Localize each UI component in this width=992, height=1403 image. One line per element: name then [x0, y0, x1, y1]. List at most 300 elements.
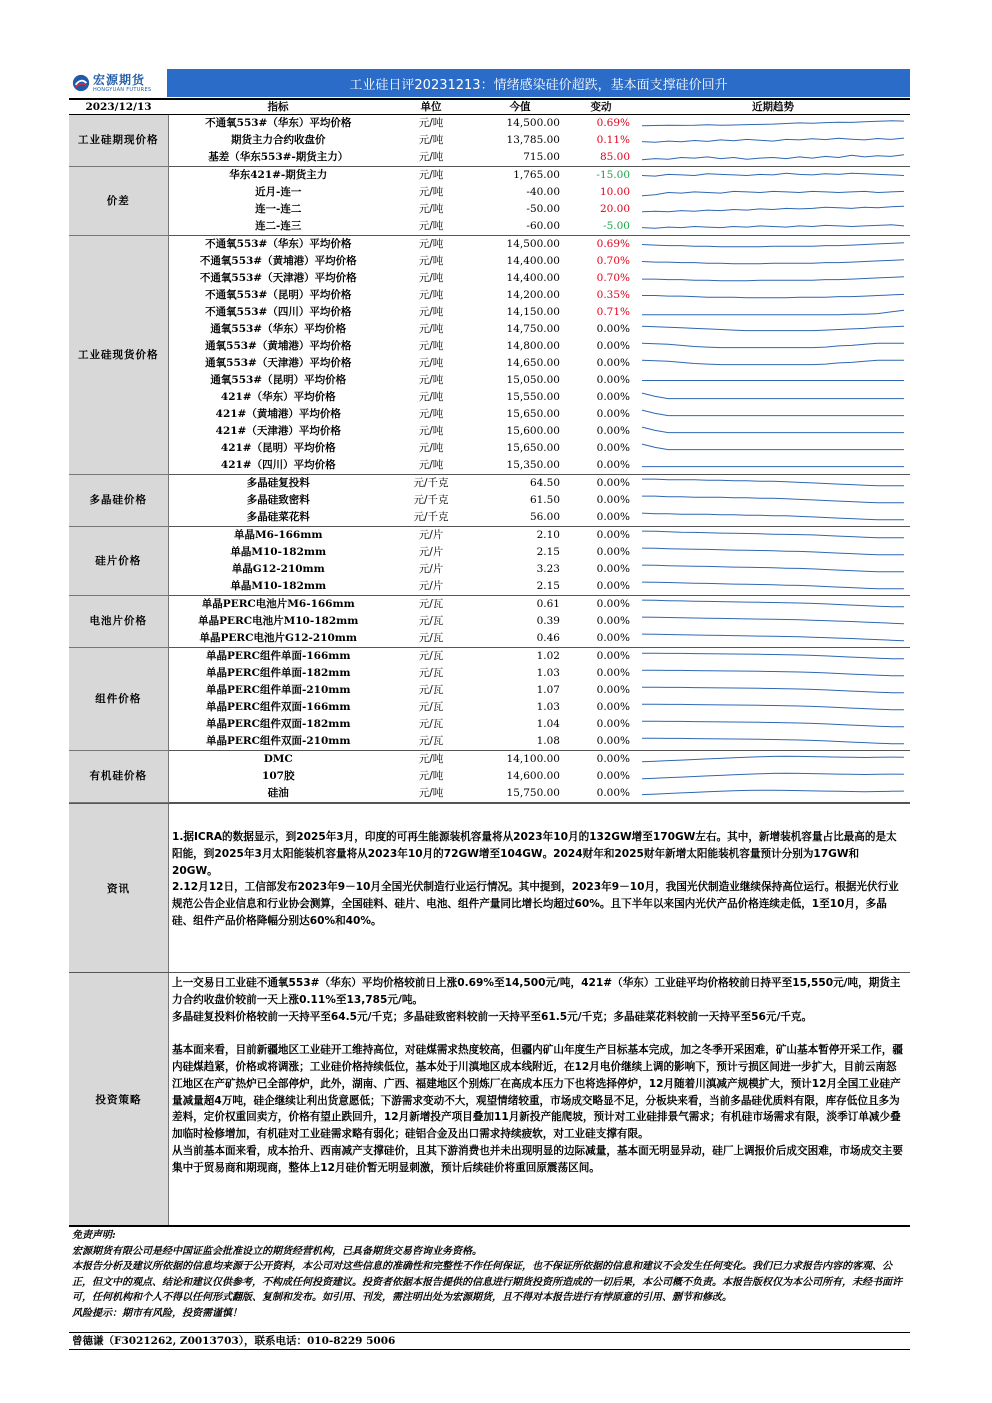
indicator-cell: 421#（黄埔港）平均价格 — [215, 408, 341, 420]
indicator-cell: 多晶硅菜花料 — [168, 509, 388, 527]
sparkline-series — [642, 617, 904, 624]
change-cell: 0.00% — [596, 529, 630, 541]
strategy-paragraph: 基本面来看，目前新疆地区工业硅开工维持高位，对硅煤需求热度较高，但疆内矿山年度生产目标基本完成，加之冬季开采困难，矿山基本暂停开采工作，疆内硅煤趋紧，价格或将调涨；工业硅价格持续低位，基本处于川滇地区成本线附近，在12月电价继续上调的影响下，预计亏损区间进一步扩大，目前云南怒江地区在产矿热炉已全部停炉，此外，湖南、广西、福建地区个别炼厂在高成本压力下也将选择停炉，12月随着川滇减产规模扩大，预计12月全国工业硅产量减量超4万吨，硅企继续让利出货意愿低；下游需求变动不大，观望情绪较重，市场成交略显不足，分板块来看，当前多晶硅优质料有限，库存低位且多为差料，定价权重回卖方，价格有望止跌回升，12月新增投产项目叠加11月新投产能爬坡，预计对工业硅排景气需求；有机硅市场需求有限，淡季订单减少叠加临时检修增加，有机硅对工业硅需求略有弱化；硅铝合金及出口需求持续疲软，对工业硅支撑有限。 — [172, 1044, 903, 1141]
change-cell: 0.00% — [566, 630, 636, 648]
trend-sparkline — [638, 424, 908, 439]
table-row — [69, 716, 910, 733]
value-cell: 14,200.00 — [506, 289, 560, 301]
table-row — [69, 665, 910, 682]
table-row — [69, 355, 910, 372]
change-cell: 0.00% — [596, 357, 630, 369]
change-cell: 0.00% — [566, 578, 636, 596]
table-row — [69, 561, 910, 578]
report-sheet — [69, 68, 910, 1350]
trend-sparkline — [638, 752, 908, 767]
value-cell: 1,765.00 — [513, 169, 560, 181]
indicator-cell: 单晶PERC组件单面-166mm — [206, 650, 351, 662]
price-table — [69, 98, 910, 803]
sparkline-series — [642, 155, 904, 160]
value-cell: 64.50 — [529, 477, 560, 489]
change-cell: 0.00% — [596, 598, 630, 610]
change-cell: 0.00% — [596, 684, 630, 696]
trend-sparkline — [638, 597, 908, 612]
change-cell: 0.00% — [596, 442, 630, 454]
header-indicator: 指标 — [168, 99, 388, 115]
indicator-cell: 不通氧553#（昆明）平均价格 — [205, 289, 352, 301]
value-cell: 13,785.00 — [506, 134, 560, 146]
trend-sparkline — [638, 202, 908, 217]
sparkline-series — [642, 721, 904, 727]
unit-cell: 元/吨 — [418, 238, 444, 250]
value-cell: 2.10 — [536, 529, 560, 541]
sparkline-series — [642, 393, 904, 399]
table-header-row — [69, 99, 910, 115]
trend-cell — [636, 253, 910, 270]
indicator-cell: 单晶PERC组件双面-210mm — [168, 733, 388, 751]
unit-cell: 元/瓦 — [418, 650, 444, 662]
table-row — [69, 492, 910, 509]
table-row — [69, 682, 910, 699]
table-row — [69, 630, 910, 648]
indicator-cell: 连一-连二 — [255, 203, 302, 215]
indicator-cell: 不通氧553#（华东）平均价格 — [205, 238, 352, 250]
table-row — [69, 648, 910, 666]
indicator-cell: 单晶G12-210mm — [231, 563, 325, 575]
trend-sparkline — [638, 769, 908, 784]
value-cell: 3.23 — [536, 563, 560, 575]
value-cell: 14,800.00 — [506, 340, 560, 352]
indicator-cell: 单晶PERC组件单面-210mm — [206, 684, 351, 696]
trend-sparkline — [638, 116, 908, 131]
strategy-paragraph: 多晶硅复投料价格较前一天持平至64.5元/千克；多晶硅致密料较前一天持平至61.5元/千克；多晶硅菜花料较前一天持平至56元/千克。 — [172, 1010, 813, 1023]
trend-cell — [636, 389, 910, 406]
change-cell: 85.00 — [566, 149, 636, 167]
value-cell: -50.00 — [526, 203, 560, 215]
table-row — [69, 236, 910, 254]
category-cell: 工业硅期现价格 — [69, 115, 168, 167]
value-cell: 15,650.00 — [506, 442, 560, 454]
unit-cell: 元/吨 — [418, 442, 444, 454]
strategy-spacer — [172, 1025, 904, 1042]
category-cell: 电池片价格 — [69, 596, 168, 648]
indicator-cell: 期货主力合约收盘价 — [231, 134, 326, 146]
change-cell: 0.70% — [596, 255, 630, 267]
unit-cell: 元/瓦 — [388, 630, 474, 648]
unit-cell: 元/片 — [418, 546, 444, 558]
indicator-cell: 通氧553#（天津港）平均价格 — [205, 357, 352, 369]
trend-sparkline — [638, 493, 908, 508]
indicator-cell: 通氧553#（昆明）平均价格 — [210, 374, 347, 386]
table-row — [69, 509, 910, 527]
trend-sparkline — [638, 683, 908, 698]
sparkline-series — [642, 756, 904, 762]
indicator-cell: 单晶M6-166mm — [234, 529, 323, 541]
indicator-cell: 单晶PERC电池片M10-182mm — [198, 615, 359, 627]
header-change: 变动 — [566, 99, 636, 115]
trend-cell — [636, 699, 910, 716]
value-cell: 1.03 — [536, 701, 560, 713]
trend-cell — [636, 372, 910, 389]
value-cell: 14,150.00 — [506, 306, 560, 318]
trend-sparkline — [638, 510, 908, 525]
trend-cell — [636, 630, 910, 648]
change-cell: 0.00% — [596, 374, 630, 386]
unit-cell: 元/瓦 — [418, 667, 444, 679]
value-cell: 14,650.00 — [506, 357, 560, 369]
value-cell: 1.03 — [536, 667, 560, 679]
sparkline-series — [642, 343, 904, 347]
change-cell: 0.00% — [566, 457, 636, 475]
table-row — [69, 475, 910, 493]
value-cell: 15,050.00 — [506, 374, 560, 386]
indicator-cell: 单晶M10-182mm — [230, 546, 327, 558]
trend-sparkline — [638, 458, 908, 473]
logo-english-name: HONGYUAN FUTURES — [93, 86, 152, 93]
sparkline-series — [642, 687, 904, 693]
trend-cell — [636, 287, 910, 304]
value-cell: 0.61 — [536, 598, 560, 610]
table-row — [69, 304, 910, 321]
unit-cell: 元/吨 — [418, 289, 444, 301]
value-cell: 15,350.00 — [474, 457, 566, 475]
sparkline-series — [642, 138, 904, 142]
trend-sparkline — [638, 219, 908, 234]
indicator-cell: 华东421#-期货主力 — [229, 169, 328, 181]
value-cell: 0.46 — [474, 630, 566, 648]
trend-sparkline — [638, 666, 908, 681]
table-row — [69, 184, 910, 201]
value-cell: 14,400.00 — [506, 255, 560, 267]
change-cell: 0.00% — [596, 494, 630, 506]
trend-sparkline — [638, 649, 908, 664]
sparkline-series — [642, 294, 904, 297]
value-cell: 15,600.00 — [506, 425, 560, 437]
table-row — [69, 132, 910, 149]
trend-cell — [636, 578, 910, 596]
change-cell: 10.00 — [599, 186, 630, 198]
sparkline-series — [642, 191, 904, 195]
indicator-cell: 421#（天津港）平均价格 — [215, 425, 341, 437]
indicator-cell: 通氧553#（华东）平均价格 — [210, 323, 347, 335]
trend-sparkline — [638, 476, 908, 491]
value-cell: 1.07 — [536, 684, 560, 696]
trend-sparkline — [638, 185, 908, 200]
trend-sparkline — [638, 168, 908, 183]
trend-sparkline — [638, 288, 908, 303]
unit-cell: 元/吨 — [418, 770, 444, 782]
value-cell: 14,400.00 — [506, 272, 560, 284]
value-cell: 2.15 — [474, 578, 566, 596]
unit-cell: 元/千克 — [388, 509, 474, 527]
trend-cell — [636, 184, 910, 201]
logo-icon — [72, 74, 90, 92]
trend-cell — [636, 785, 910, 803]
change-cell: 0.00% — [596, 753, 630, 765]
category-cell: 多晶硅价格 — [69, 475, 168, 527]
change-cell: 0.00% — [596, 563, 630, 575]
indicator-cell: 单晶PERC组件单面-182mm — [206, 667, 351, 679]
trend-cell — [636, 338, 910, 355]
indicator-cell: 多晶硅致密料 — [246, 494, 310, 506]
change-cell: 0.70% — [596, 272, 630, 284]
unit-cell: 元/吨 — [418, 425, 444, 437]
trend-sparkline — [638, 528, 908, 543]
unit-cell: 元/吨 — [418, 357, 444, 369]
change-cell: 0.00% — [596, 477, 630, 489]
trend-sparkline — [638, 339, 908, 354]
indicator-cell: 421#（昆明）平均价格 — [220, 442, 336, 454]
header-date: 2023/12/13 — [69, 99, 168, 115]
value-cell: 14,500.00 — [506, 117, 560, 129]
trend-cell — [636, 768, 910, 785]
sparkline-series — [642, 548, 904, 555]
trend-sparkline — [638, 356, 908, 371]
unit-cell: 元/吨 — [418, 255, 444, 267]
unit-cell: 元/吨 — [418, 169, 444, 181]
trend-sparkline — [638, 631, 908, 646]
table-row — [69, 768, 910, 785]
change-cell: 0.00% — [596, 391, 630, 403]
trend-sparkline — [638, 237, 908, 252]
value-cell: 1.08 — [474, 733, 566, 751]
sparkline-series — [642, 121, 904, 126]
change-cell: 0.00% — [596, 323, 630, 335]
value-cell: 1.04 — [536, 718, 560, 730]
trend-sparkline — [638, 271, 908, 286]
table-row — [69, 167, 910, 185]
sparkline-series — [642, 326, 904, 330]
table-row — [69, 596, 910, 614]
value-cell: 14,500.00 — [506, 238, 560, 250]
value-cell: 56.00 — [474, 509, 566, 527]
disclaimer — [69, 1225, 910, 1333]
trend-sparkline — [638, 700, 908, 715]
trend-cell — [636, 475, 910, 493]
value-cell: 715.00 — [474, 149, 566, 167]
strategy-section — [69, 972, 910, 1225]
sparkline-series — [642, 260, 904, 264]
indicator-cell: 近月-连一 — [255, 186, 302, 198]
sparkline-series — [642, 582, 904, 589]
table-row — [69, 389, 910, 406]
value-cell: 1.02 — [536, 650, 560, 662]
unit-cell: 元/吨 — [418, 203, 444, 215]
value-cell: 14,600.00 — [506, 770, 560, 782]
sparkline-series — [642, 360, 904, 364]
report-banner — [69, 68, 910, 98]
trend-cell — [636, 270, 910, 287]
change-cell: 0.00% — [596, 408, 630, 420]
trend-cell — [636, 457, 910, 475]
unit-cell: 元/吨 — [418, 134, 444, 146]
trend-cell — [636, 527, 910, 545]
trend-cell — [636, 149, 910, 167]
change-cell: 0.00% — [596, 650, 630, 662]
table-row — [69, 149, 910, 167]
trend-sparkline — [638, 390, 908, 405]
trend-cell — [636, 561, 910, 578]
indicator-cell: 多晶硅复投料 — [246, 477, 310, 489]
indicator-cell: 单晶PERC电池片G12-210mm — [168, 630, 388, 648]
strategy-category: 投资策略 — [69, 973, 169, 1225]
table-row — [69, 457, 910, 475]
table-row — [69, 338, 910, 355]
change-cell: 0.71% — [596, 306, 630, 318]
change-cell: 0.69% — [596, 117, 630, 129]
sparkline-series — [642, 704, 904, 710]
sparkline-series — [642, 277, 904, 281]
table-row — [69, 321, 910, 338]
trend-sparkline — [638, 734, 908, 749]
change-cell: 0.00% — [596, 546, 630, 558]
trend-cell — [636, 648, 910, 666]
value-cell: 15,650.00 — [506, 408, 560, 420]
unit-cell: 元/吨 — [388, 218, 474, 236]
trend-sparkline — [638, 322, 908, 337]
unit-cell: 元/吨 — [418, 374, 444, 386]
trend-cell — [636, 423, 910, 440]
sparkline-series — [642, 531, 904, 538]
news-paragraph: 1.据ICRA的数据显示，到2025年3月，印度的可再生能源装机容量将从2023年10月的132GW增至170GW左右。其中，新增装机容量占比最高的是太阳能，到2025年3月太阳能装机容量将从2023年10月的72GW增至104GW。2024财年和2025财年新增太阳能装机容量预计分别为17GW和20GW。 — [172, 831, 897, 877]
trend-sparkline — [638, 545, 908, 560]
trend-cell — [636, 218, 910, 236]
value-cell: -60.00 — [474, 218, 566, 236]
trend-sparkline — [638, 786, 908, 801]
unit-cell: 元/吨 — [418, 391, 444, 403]
category-cell: 价差 — [69, 167, 168, 236]
unit-cell: 元/吨 — [418, 323, 444, 335]
category-cell: 有机硅价格 — [69, 751, 168, 803]
trend-sparkline — [638, 373, 908, 388]
strategy-paragraph: 上一交易日工业硅不通氧553#（华东）平均价格较前日上涨0.69%至14,500元/吨，421#（华东）工业硅平均价格较前日持平至15,550元/吨，期货主力合约收盘价较前一天上涨0.11%至13,785元/吨。 — [172, 977, 901, 1006]
category-cell: 工业硅现货价格 — [69, 236, 168, 475]
sparkline-series — [642, 479, 904, 486]
disclaimer-line: 宏源期货有限公司是经中国证监会批准设立的期货经营机构，已具备期货交易咨询业务资格。 — [72, 1245, 482, 1257]
table-row — [69, 699, 910, 716]
unit-cell: 元/瓦 — [418, 615, 444, 627]
trend-cell — [636, 733, 910, 751]
category-cell: 组件价格 — [69, 648, 168, 751]
trend-cell — [636, 406, 910, 423]
indicator-cell: 单晶M10-182mm — [168, 578, 388, 596]
header-unit: 单位 — [388, 99, 474, 115]
sparkline-series — [642, 206, 904, 212]
indicator-cell: 通氧553#（黄埔港）平均价格 — [205, 340, 352, 352]
sparkline-series — [642, 496, 904, 503]
trend-cell — [636, 544, 910, 561]
change-cell: 0.00% — [596, 615, 630, 627]
unit-cell: 元/吨 — [388, 785, 474, 803]
change-cell: 0.00% — [566, 509, 636, 527]
change-cell: 0.00% — [566, 785, 636, 803]
trend-cell — [636, 682, 910, 699]
table-row — [69, 218, 910, 236]
unit-cell: 元/千克 — [413, 494, 449, 506]
table-row — [69, 287, 910, 304]
trend-cell — [636, 596, 910, 614]
trend-cell — [636, 492, 910, 509]
header-trend: 近期趋势 — [636, 99, 910, 115]
trend-cell — [636, 613, 910, 630]
change-cell: 0.00% — [596, 770, 630, 782]
disclaimer-title: 免责声明: — [72, 1230, 116, 1241]
sparkline-series — [642, 427, 904, 433]
indicator-cell: 单晶PERC组件双面-166mm — [206, 701, 351, 713]
header-value: 今值 — [474, 99, 566, 115]
table-row — [69, 544, 910, 561]
indicator-cell: 不通氧553#（黄埔港）平均价格 — [199, 255, 357, 267]
table-row — [69, 613, 910, 630]
sparkline-series — [642, 565, 904, 572]
unit-cell: 元/吨 — [418, 340, 444, 352]
trend-cell — [636, 236, 910, 254]
sparkline-series — [642, 634, 904, 641]
indicator-cell: 421#（华东）平均价格 — [220, 391, 336, 403]
unit-cell: 元/片 — [388, 578, 474, 596]
news-category: 资讯 — [69, 804, 169, 972]
table-row — [69, 253, 910, 270]
unit-cell: 元/吨 — [418, 306, 444, 318]
table-row — [69, 785, 910, 803]
trend-sparkline — [638, 717, 908, 732]
table-row — [69, 733, 910, 751]
trend-sparkline — [638, 305, 908, 320]
change-cell: 0.11% — [596, 134, 630, 146]
table-row — [69, 423, 910, 440]
trend-cell — [636, 321, 910, 338]
indicator-cell: 硅油 — [168, 785, 388, 803]
indicator-cell: 连二-连三 — [168, 218, 388, 236]
indicator-cell: 单晶PERC组件双面-182mm — [206, 718, 351, 730]
change-cell: -15.00 — [596, 169, 630, 181]
strategy-paragraph: 从当前基本面来看，成本抬升、西南减产支撑硅价，且其下游消费也并未出现明显的边际减量，基本面无明显异动，硅厂上调报价后成交困难，市场成交主要集中于贸易商和期现商，整体上12月硅价暂无明显刺激，预计后续硅价将重回原震荡区间。 — [172, 1144, 903, 1174]
change-cell: 0.35% — [596, 289, 630, 301]
unit-cell: 元/吨 — [418, 408, 444, 420]
indicator-cell: 不通氧553#（华东）平均价格 — [205, 117, 352, 129]
sparkline-series — [642, 773, 904, 779]
change-cell: 0.00% — [596, 425, 630, 437]
indicator-cell: DMC — [263, 753, 293, 765]
trend-sparkline — [638, 150, 908, 165]
indicator-cell: 107胶 — [262, 770, 295, 782]
unit-cell: 元/片 — [418, 563, 444, 575]
trend-sparkline — [638, 254, 908, 269]
sparkline-series — [642, 243, 904, 247]
trend-sparkline — [638, 562, 908, 577]
news-section — [69, 803, 910, 972]
indicator-cell: 单晶PERC电池片M6-166mm — [201, 598, 355, 610]
analyst-contact: 曾德谦（F3021262, Z0013703），联系电话：010-8229 5006 — [69, 1333, 910, 1350]
category-cell: 硅片价格 — [69, 527, 168, 596]
sparkline-series — [642, 410, 904, 416]
sparkline-series — [642, 310, 904, 314]
unit-cell: 元/瓦 — [418, 684, 444, 696]
table-row — [69, 115, 910, 133]
sparkline-series — [642, 513, 904, 520]
company-logo — [69, 68, 167, 98]
unit-cell: 元/千克 — [413, 477, 449, 489]
trend-cell — [636, 304, 910, 321]
unit-cell: 元/吨 — [418, 272, 444, 284]
trend-cell — [636, 132, 910, 149]
unit-cell: 元/片 — [418, 529, 444, 541]
sparkline-series — [642, 600, 904, 607]
value-cell: 14,750.00 — [506, 323, 560, 335]
value-cell: -40.00 — [526, 186, 560, 198]
unit-cell: 元/瓦 — [418, 598, 444, 610]
sparkline-series — [642, 670, 904, 676]
value-cell: 15,550.00 — [506, 391, 560, 403]
